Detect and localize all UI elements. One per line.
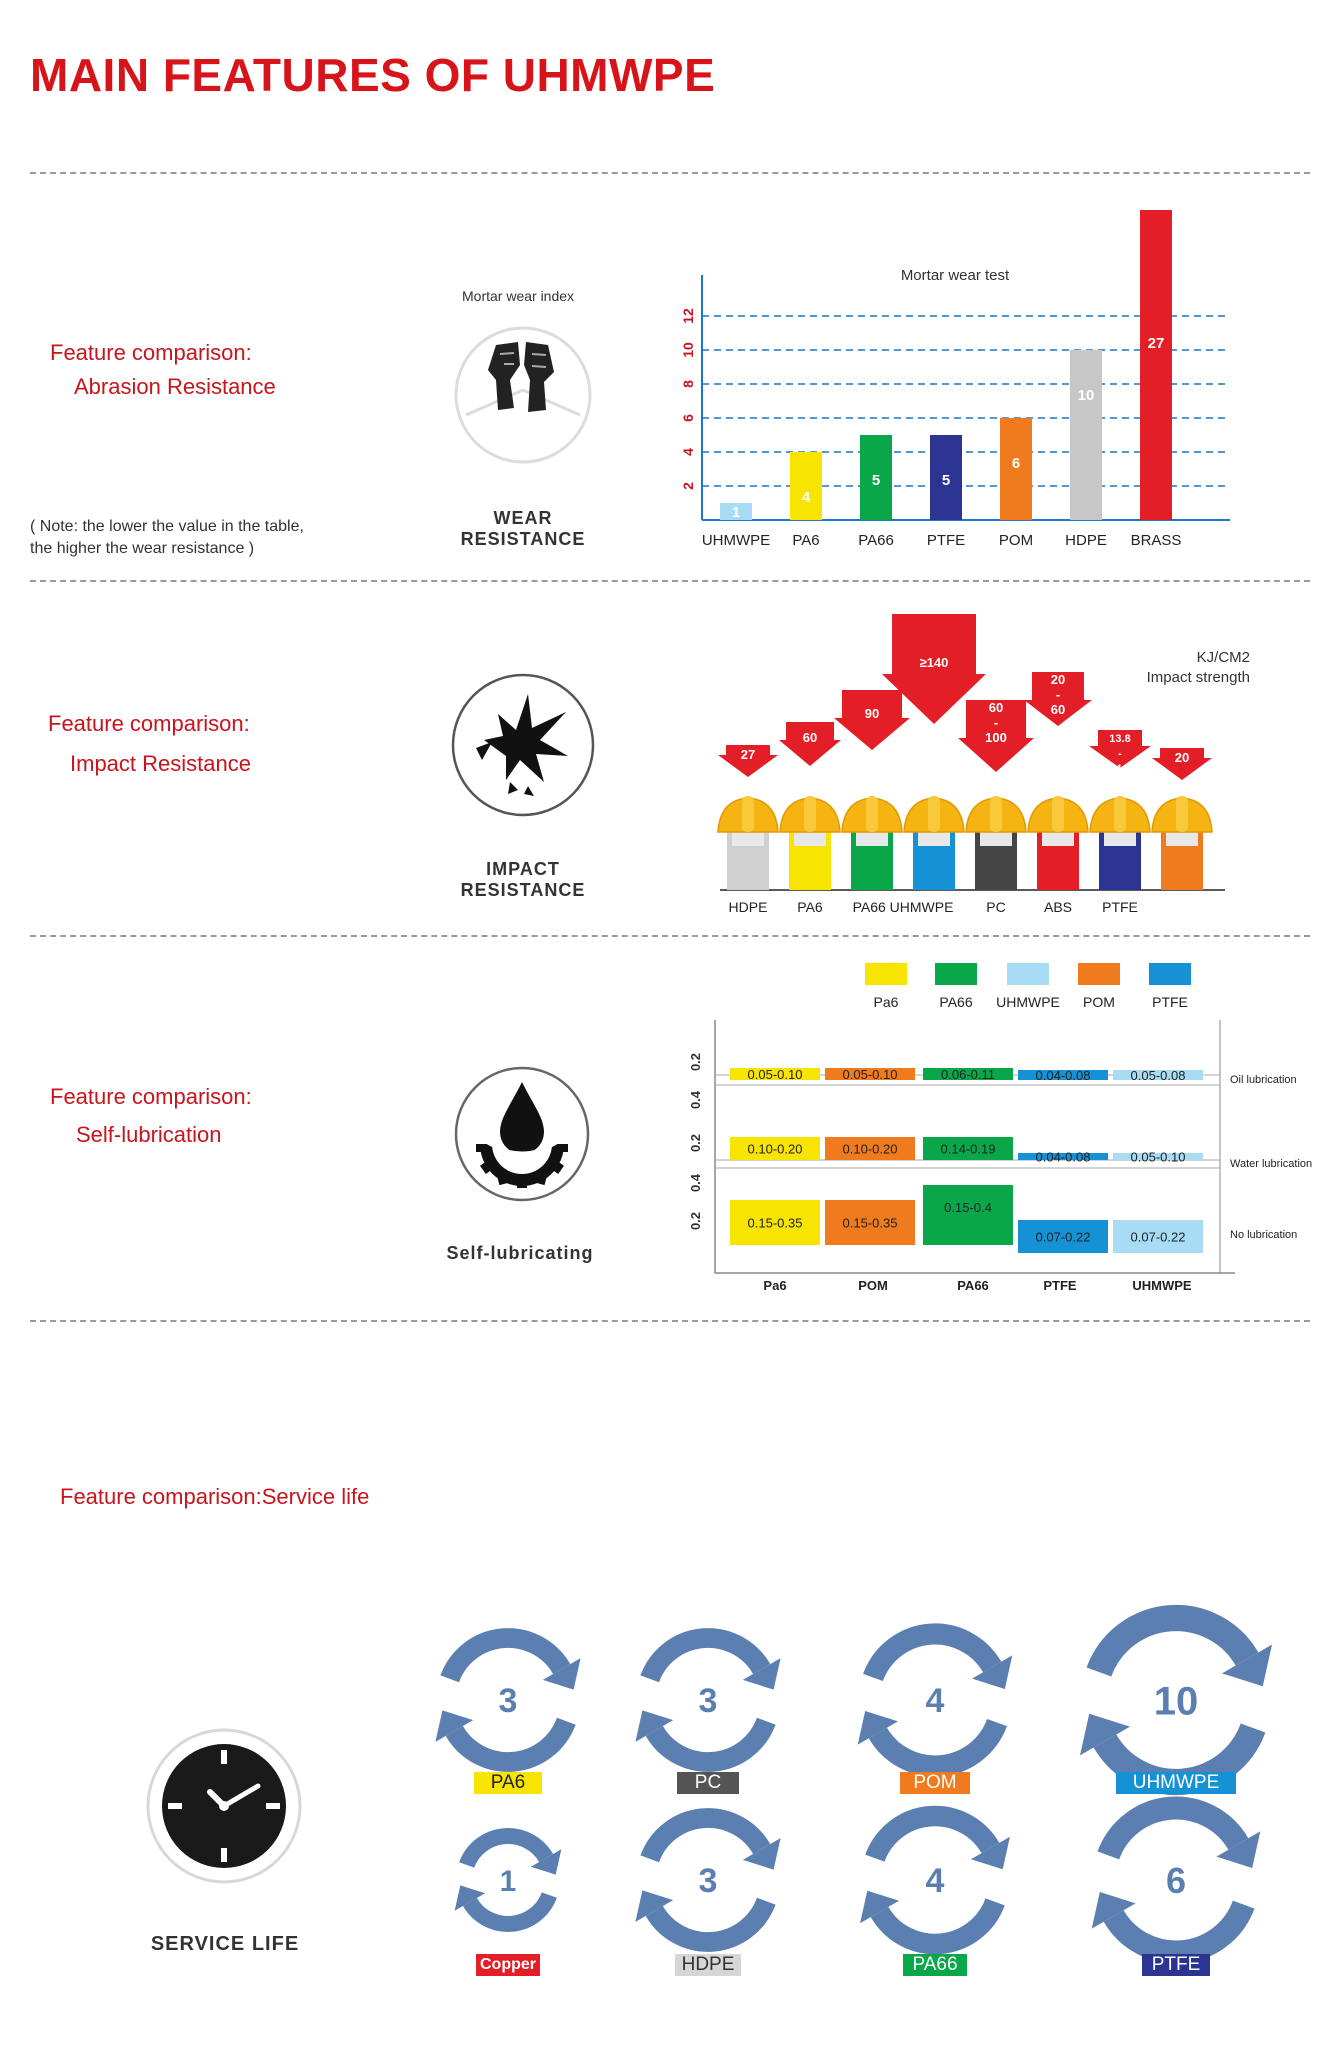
material-tag: UHMWPE <box>1116 1772 1236 1794</box>
abrasion-feature-label <box>50 336 276 404</box>
service-life-value: 3 <box>698 1862 718 1901</box>
y-tick-label: 0.2 <box>688 1133 703 1153</box>
value-label: 90 <box>864 706 880 721</box>
service-life-value: 3 <box>698 1682 718 1721</box>
lubrication-feature-label <box>50 1078 252 1154</box>
y-tick-label: 8 <box>680 380 696 388</box>
helmet-ridge <box>1052 796 1064 832</box>
x-tick-label: HDPE <box>728 899 768 915</box>
feature-line: Feature comparison: <box>50 340 252 365</box>
cycle-arc <box>1108 1808 1238 1855</box>
cycle-arc <box>1114 1905 1244 1952</box>
mortar-wear-index-caption: Mortar wear index <box>462 288 575 304</box>
cycle-icon <box>444 1816 572 1944</box>
service-life-label: SERVICE LIFE <box>150 1933 300 1955</box>
label-line: WEAR <box>493 508 553 528</box>
bar-value-label: 27 <box>1147 335 1165 352</box>
friction-value: 0.05-0.10 <box>842 1067 898 1082</box>
friction-value: 0.10-0.20 <box>747 1141 803 1157</box>
value-label: - <box>993 715 999 730</box>
mortar-wear-chart <box>680 200 1250 560</box>
unit-line: KJ/CM2 <box>1196 649 1250 666</box>
friction-chart <box>680 955 1325 1295</box>
y-tick-label: 6 <box>680 414 696 422</box>
material-tag: PA6 <box>474 1772 542 1794</box>
divider <box>30 935 1310 937</box>
x-tick-label: BRASS <box>1130 532 1182 549</box>
bar-value-label: 10 <box>1077 387 1095 404</box>
friction-value: 0.06-0.11 <box>941 1067 995 1082</box>
helmet-ridge <box>742 796 754 832</box>
y-tick-label: 0.4 <box>688 1173 703 1193</box>
bar-value-label: 5 <box>871 472 881 489</box>
bar <box>1070 350 1102 520</box>
legend-label: PTFE <box>1152 994 1188 1010</box>
feature-name: Abrasion Resistance <box>74 374 276 399</box>
y-tick-label: 0.2 <box>688 1052 703 1072</box>
friction-value: 0.07-0.22 <box>1130 1229 1186 1245</box>
service-life-value: 1 <box>499 1864 517 1898</box>
impact-feature-label <box>48 704 251 784</box>
legend-label: Pa6 <box>873 994 899 1010</box>
y-tick-label: 2 <box>680 482 696 490</box>
value-label: 60 <box>988 700 1004 715</box>
legend-swatch <box>935 963 977 985</box>
x-tick-label: PA66 <box>858 532 894 549</box>
impact-burst-icon <box>448 670 598 820</box>
value-label: 60 <box>1050 702 1066 717</box>
helmet-ridge <box>1114 796 1126 832</box>
value-label: 34.4 <box>1109 763 1131 775</box>
cycle-icon <box>849 1614 1021 1786</box>
bar-value-label: 1 <box>731 504 741 521</box>
legend-swatch <box>865 963 907 985</box>
material-tag: Copper <box>476 1954 540 1976</box>
x-tick-label: PA6 <box>792 532 820 549</box>
bar-value-label: 6 <box>1011 455 1021 472</box>
impact-resistance-label <box>448 859 598 901</box>
legend-swatch <box>1149 963 1191 985</box>
impact-strength-chart <box>700 610 1240 920</box>
condition-label: Oil lubrication <box>1230 1074 1297 1086</box>
cycle-arc <box>467 1836 546 1865</box>
x-tick-label: PTFE <box>1043 1278 1077 1293</box>
cycle-arc <box>654 1721 766 1762</box>
label-line: IMPACT <box>486 859 560 879</box>
legend-label: UHMWPE <box>996 994 1060 1010</box>
abrasion-note <box>30 516 304 560</box>
value-label: 60 <box>802 730 818 745</box>
y-tick-label: 0.2 <box>688 1211 703 1231</box>
friction-value: 0.14-0.19 <box>940 1141 996 1157</box>
cycle-icon <box>626 1618 790 1782</box>
y-tick-label: 0.4 <box>688 1090 703 1110</box>
x-tick-label: PA66 UHMWPE <box>852 899 954 915</box>
note-line: the higher the wear resistance ) <box>30 540 255 557</box>
friction-bar <box>923 1185 1013 1245</box>
x-tick-label: POM <box>998 532 1034 549</box>
cycle-arc <box>875 1816 991 1858</box>
divider <box>30 172 1310 174</box>
friction-value: 0.04-0.08 <box>1035 1068 1091 1083</box>
service-feature-label: Feature comparison:Service life <box>60 1484 370 1509</box>
friction-value: 0.15-0.35 <box>747 1215 803 1231</box>
value-label: 100 <box>985 730 1007 745</box>
value-label: 27 <box>740 747 756 762</box>
clock-icon <box>144 1726 304 1886</box>
friction-value: 0.15-0.4 <box>944 1200 992 1215</box>
cycle-arc <box>880 1902 996 1944</box>
condition-label: No lubrication <box>1230 1229 1298 1241</box>
helmet-ridge <box>866 796 878 832</box>
friction-value: 0.15-0.35 <box>842 1215 898 1231</box>
label-line: RESISTANCE <box>460 529 586 549</box>
value-label: - <box>1118 748 1122 760</box>
service-life-value: 6 <box>1165 1859 1187 1901</box>
bar-value-label: 5 <box>941 472 951 489</box>
cycle-arc <box>654 1901 766 1942</box>
unit-line: Impact strength <box>1146 669 1250 686</box>
x-tick-label: PTFE <box>926 532 966 549</box>
feature-line: Feature comparison: <box>50 1084 252 1109</box>
material-tag: HDPE <box>675 1954 741 1976</box>
material-tag: PC <box>677 1772 739 1794</box>
x-tick-label: PC <box>986 899 1006 915</box>
helmet-ridge <box>1176 796 1188 832</box>
note-line: ( Note: the lower the value in the table, <box>30 518 304 535</box>
helmet-ridge <box>804 796 816 832</box>
service-life-value: 10 <box>1153 1679 1199 1724</box>
x-tick-label: PTFE <box>1102 899 1138 915</box>
legend-label: POM <box>1083 994 1115 1010</box>
material-tag: PA66 <box>903 1954 967 1976</box>
bar <box>1140 210 1172 520</box>
x-tick-label: UHMWPE <box>1132 1278 1192 1293</box>
cycle-arc <box>650 1638 762 1679</box>
chart-title: Mortar wear test <box>900 267 1010 284</box>
x-tick-label: POM <box>858 1278 888 1293</box>
feature-line: Feature comparison: <box>48 711 250 736</box>
cycle-arc <box>454 1721 566 1762</box>
value-label: 20 <box>1050 672 1066 687</box>
x-tick-label: PA66 <box>957 1278 989 1293</box>
bar-value-label: 4 <box>801 489 811 506</box>
material-tag: PTFE <box>1142 1954 1210 1976</box>
helmet-ridge <box>990 796 1002 832</box>
feature-name: Self-lubrication <box>76 1122 222 1147</box>
condition-label: Water lubrication <box>1230 1158 1313 1170</box>
friction-value: 0.05-0.10 <box>747 1067 803 1082</box>
service-life-value: 3 <box>498 1682 518 1721</box>
cycle-icon <box>626 1798 790 1962</box>
page-title: MAIN FEATURES OF UHMWPE <box>30 49 716 101</box>
x-tick-label: ABS <box>1043 899 1073 915</box>
bar <box>790 452 822 520</box>
value-label: 13.8 <box>1109 733 1131 745</box>
legend-label: PA66 <box>939 994 973 1010</box>
y-tick-label: 4 <box>680 448 696 456</box>
friction-value: 0.05-0.08 <box>1130 1068 1186 1083</box>
divider <box>30 580 1310 582</box>
friction-value: 0.04-0.08 <box>1035 1149 1091 1165</box>
friction-value: 0.07-0.22 <box>1035 1229 1091 1245</box>
x-tick-label: HDPE <box>1065 532 1107 549</box>
cycle-icon <box>851 1796 1019 1964</box>
service-life-value: 4 <box>925 1682 945 1721</box>
wear-resistance-label <box>448 508 598 550</box>
cycle-arc <box>873 1634 992 1677</box>
cycle-arc <box>470 1895 549 1924</box>
cycle-arc <box>878 1723 997 1766</box>
material-tag: POM <box>900 1772 970 1794</box>
y-tick-label: 10 <box>680 342 696 358</box>
self-lubricating-label: Self-lubricating <box>446 1243 594 1263</box>
cycle-icon <box>426 1618 590 1782</box>
x-tick-label: PA6 <box>797 899 823 915</box>
value-label: 20 <box>1174 750 1190 765</box>
value-label: - <box>1055 687 1061 702</box>
x-tick-label: Pa6 <box>763 1278 787 1293</box>
y-tick-label: 12 <box>680 308 696 324</box>
helmet-ridge <box>928 796 940 832</box>
cycle-icon <box>1084 1788 1268 1972</box>
friction-value: 0.05-0.10 <box>1130 1149 1186 1165</box>
legend-swatch <box>1078 963 1120 985</box>
legend-swatch <box>1007 963 1049 985</box>
friction-value: 0.10-0.20 <box>842 1141 898 1157</box>
label-line: RESISTANCE <box>460 880 586 900</box>
service-life-value: 4 <box>925 1862 945 1901</box>
cycle-arc <box>1099 1618 1247 1672</box>
value-label: ≥140 <box>919 655 949 670</box>
divider <box>30 1320 1310 1322</box>
cycle-arc <box>450 1638 562 1679</box>
wear-resistance-icon <box>448 320 598 470</box>
cycle-arc <box>650 1818 762 1859</box>
x-tick-label: UHMWPE <box>701 532 771 549</box>
oil-drop-gear-icon <box>452 1064 592 1204</box>
feature-name: Impact Resistance <box>70 751 251 776</box>
